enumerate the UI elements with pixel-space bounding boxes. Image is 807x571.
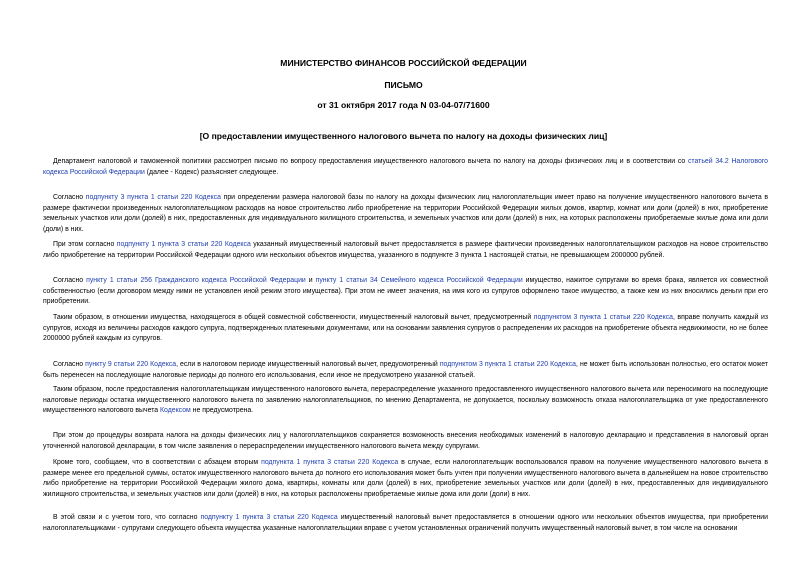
document-type: ПИСЬМО (384, 80, 423, 90)
document-date-number: от 31 октября 2017 года N 03-04-07/71600 (317, 100, 490, 110)
paragraph-text: Таким образом, в отношении имущества, находящегося в общей совместной собственности, имущественный налоговый вычет, предусмотренный (53, 314, 534, 321)
paragraph-9 (43, 458, 768, 500)
paragraph-7 (43, 385, 768, 417)
paragraph-5 (43, 313, 768, 345)
paragraph-text: Департамент налоговой и таможенной политики рассмотрел письмо по вопросу предоставления имущественного налогового вычета по налогу на доходы физических лиц и в соответствии со (53, 158, 688, 165)
document-subject: [О предоставлении имущественного налогового вычета по налогу на доходы физических лиц] (199, 131, 608, 141)
paragraph-text: имущество, нажитое супругами во время брака, является их совместной собственностью (если договором между ними не установлен иной режим этого имущества). При этом не имеет значения, на имя кого из супругов оформлено такое имущество, а также кем из них вносились деньги при его приобретении. (43, 277, 768, 306)
law-link[interactable]: пункту 1 статьи 34 Семейного кодекса Российской Федерации (315, 277, 523, 284)
paragraph-text: при определении размера налоговой базы по налогу на доходы физических лиц налогоплательщик имеет право на получение имущественного налогового вычета в размере фактически произведенных налогоплательщиком расходов на новое строительство либо приобретение на территории Российской Федерации жилых домов, квартир, комнат или доли (долей) в них, приобретение земельных участков или доли (долей) в них, предоставленных для индивидуального жилищного строительства, и земельных участков или доли (долей) в них, на которых расположены приобретаемые жилые дома или доли (доли) в них. (43, 194, 768, 233)
ministry-title: МИНИСТЕРСТВО ФИНАНСОВ РОССИЙСКОЙ ФЕДЕРАЦИИ (280, 58, 527, 68)
paragraph-text: При этом до процедуры возврата налога на доходы физических лиц у налогоплательщиков сохраняется возможность внесения необходимых изменений в налоговую декларацию и представления в налоговый орган уточненной налоговой декларации, в том числе заявления о перераспределении имущественного налогового вычета между супругами. (43, 432, 768, 450)
paragraph-6 (43, 360, 768, 381)
paragraph-text: При этом согласно (53, 241, 117, 248)
paragraph-text: в случае, если налогоплательщик воспользовался правом на получение имущественного налогового вычета в размере менее его предельной суммы, остаток имущественного налогового вычета до полного его использования может быть учтен при получении имущественного налогового вычета в дальнейшем на новое строительство либо приобретение на территории Российской Федерации жилого дома, квартиры, комнаты или доли (долей) в них, приобретение земельных участков или доли (долей) в них, предоставленных для индивидуального жилищного строительства, и земельных участков или доли (долей) в них, на которых расположены приобретаемые жилые дома или доли (доли) в них. (43, 459, 768, 498)
paragraph-10 (43, 513, 768, 534)
paragraph-text: имущественный налоговый вычет предоставляется в отношении одного или нескольких объектов имущества, при приобретении налогоплательщиками - супругами следующего объекта имущества указанные налогоплательщики вправе с учетом установленных ограничений получить имущественный налоговый вычет, в том числе на основании (43, 514, 768, 532)
paragraph-text: Кроме того, сообщаем, что в соответствии с абзацем вторым (53, 459, 262, 466)
paragraph-text: Согласно (53, 277, 87, 284)
paragraph-text: , не может быть использован полностью, его остаток может быть перенесен на последующие налоговые периоды до полного его использования, если иное не предусмотрено указанной статьей. (43, 361, 768, 379)
law-link[interactable]: подпункту 3 пункта 1 статьи 220 Кодекса (85, 194, 221, 201)
paragraph-text: , вправе получить каждый из супругов, исходя из величины расходов каждого супруга, подтвержденных платежными документами, или на основании заявления супругов о распределении их расходов на приобретение объекта недвижимости, но не более 2000000 рублей каждым из супругов. (43, 314, 768, 343)
paragraph-4 (43, 276, 768, 308)
law-link[interactable]: Кодексом (160, 407, 191, 415)
paragraph-text: (далее - Кодекс) разъясняет следующее. (144, 168, 279, 176)
paragraph-text: В этой связи и с учетом того, что согласно (53, 514, 201, 521)
law-link[interactable]: подпунктом 3 пункта 1 статьи 220 Кодекса (533, 314, 673, 321)
law-link[interactable]: подпункту 1 пункта 3 статьи 220 Кодекса (200, 514, 338, 521)
law-link[interactable]: подпункта 1 пункта 3 статьи 220 Кодекса (261, 459, 399, 466)
paragraph-8 (43, 431, 768, 452)
law-link[interactable]: статьей 34.2 Налогового кодекса Российской Федерации (43, 158, 768, 176)
paragraph-text: Таким образом, после предоставления налогоплательщикам имущественного налогового вычета, перераспределение указанного предоставленного имущественного налогового вычета или переносимого на последующие налоговые периоды остатка имущественного налогового вычета по заявлению налогоплательщиков, по мнению Департамента, не допускается, поскольку возможность отказа налогоплательщика от уже предоставленного имущественного налогового вычета (43, 386, 768, 415)
law-link[interactable]: подпунктом 3 пункта 1 статьи 220 Кодекса (439, 361, 577, 368)
paragraph-2 (43, 193, 768, 235)
paragraph-3 (43, 240, 768, 261)
paragraph-1 (43, 157, 768, 178)
paragraph-text: указанный имущественный налоговый вычет предоставляется в размере фактически произведенных налогоплательщиком расходов на новое строительство либо приобретение на территории Российской Федерации одного или нескольких объектов имущества, указанного в подпункте 3 пункта 1 настоящей статьи, не превышающем 2000000 рублей. (43, 241, 768, 259)
law-link[interactable]: пункту 9 статьи 220 Кодекса (85, 361, 177, 368)
paragraph-text: , если в налоговом периоде имущественный налоговый вычет, предусмотренный (176, 361, 440, 368)
law-link[interactable]: пункту 1 статьи 256 Гражданского кодекса Российской Федерации (86, 277, 306, 284)
paragraph-text: Согласно (53, 361, 86, 368)
paragraph-text: не предусмотрена. (190, 407, 254, 415)
law-link[interactable]: подпункту 1 пункта 3 статьи 220 Кодекса (116, 241, 251, 248)
paragraph-text: и (305, 277, 316, 284)
paragraph-text: Согласно (53, 194, 86, 201)
